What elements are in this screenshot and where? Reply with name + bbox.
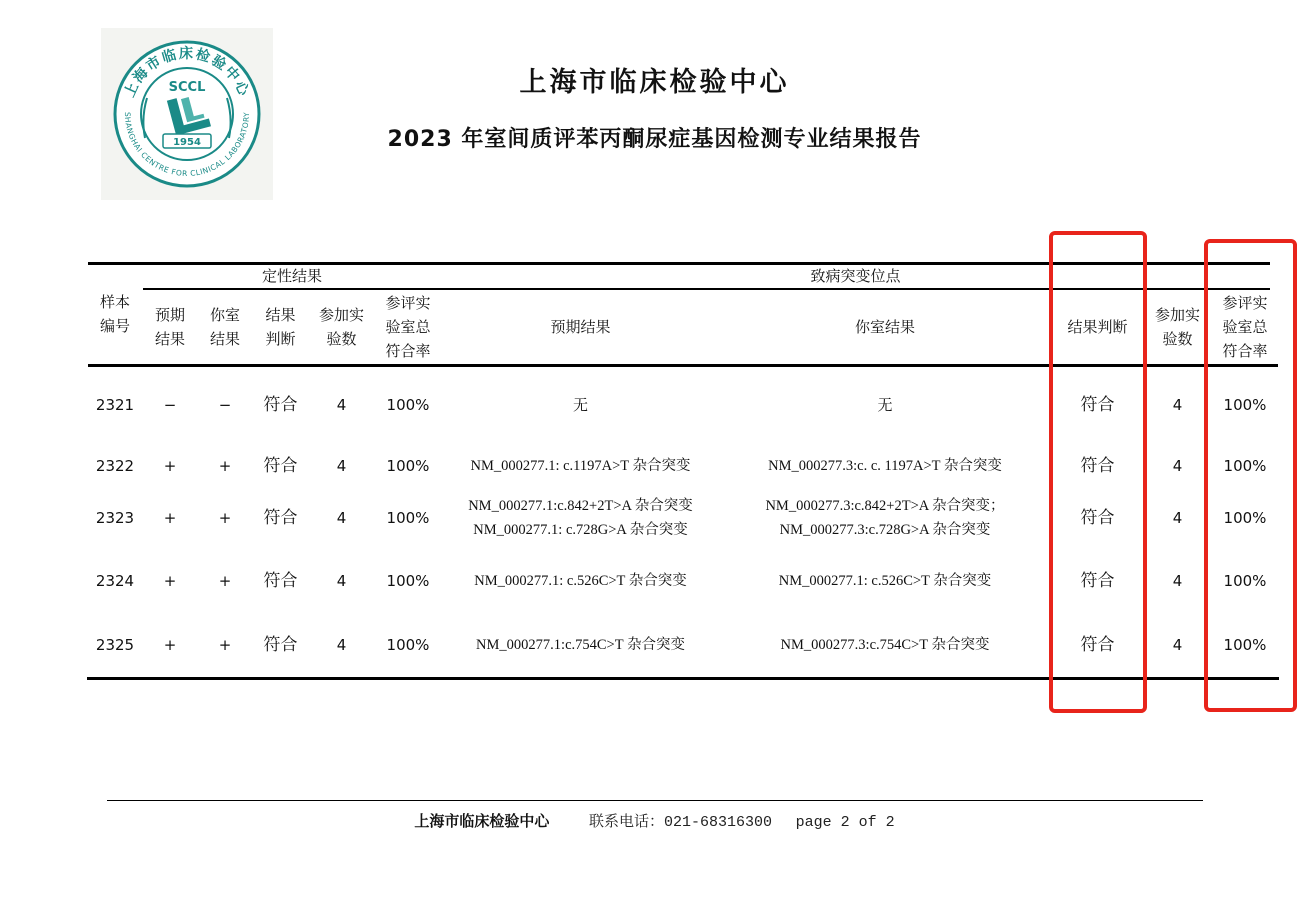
cell-qual-labs: 4 bbox=[336, 636, 347, 654]
cell-mut-rate: 100% bbox=[1223, 509, 1267, 527]
cell-sample-id: 2325 bbox=[95, 636, 135, 654]
cell-mut-expected: NM_000277.1: c.1197A>T 杂合突变 bbox=[470, 458, 691, 474]
col-header-sample-id: 样本 编号 bbox=[99, 293, 130, 335]
cell-mut-labs: 4 bbox=[1172, 572, 1183, 590]
cell-qual-rate: 100% bbox=[386, 572, 430, 590]
footer-page-number: page 2 of 2 bbox=[795, 814, 895, 831]
cell-sample-id: 2321 bbox=[95, 396, 135, 414]
col-header-qual-yours: 你室 结果 bbox=[209, 306, 240, 348]
cell-mut-yours: NM_000277.3:c.754C>T 杂合突变 bbox=[780, 637, 990, 653]
cell-qual-labs: 4 bbox=[336, 396, 347, 414]
footer-phone: 联系电话：021-68316300 bbox=[588, 814, 772, 831]
cell-sample-id: 2323 bbox=[95, 509, 135, 527]
report-title bbox=[0, 122, 1309, 153]
cell-mut-labs: 4 bbox=[1172, 396, 1183, 414]
cell-mut-expected: NM_000277.1:c.842+2T>A 杂合突变 NM_000277.1: c.728G>A 杂合突变 bbox=[468, 498, 693, 538]
col-header-qual-expected: 预期 结果 bbox=[154, 306, 185, 348]
highlight-box-rate bbox=[1204, 239, 1297, 712]
logo-inner-text: SCCL bbox=[168, 80, 206, 95]
cell-qual-rate: 100% bbox=[386, 457, 430, 475]
cell-qual-labs: 4 bbox=[336, 572, 347, 590]
cell-mut-judgement: 符合 bbox=[1080, 635, 1115, 655]
cell-sample-id: 2322 bbox=[95, 457, 135, 475]
col-header-mut-judgement: 结果判断 bbox=[1067, 318, 1128, 336]
col-header-qual-labs: 参加实 验数 bbox=[318, 306, 364, 348]
cell-mut-rate: 100% bbox=[1223, 457, 1267, 475]
cell-qual-expected: + bbox=[163, 457, 177, 475]
cell-qual-expected: − bbox=[163, 396, 177, 414]
cell-qual-yours: + bbox=[218, 509, 232, 527]
cell-qual-rate: 100% bbox=[386, 636, 430, 654]
sccl-logo-icon bbox=[101, 28, 273, 200]
footer-divider bbox=[107, 800, 1203, 801]
cell-mut-yours: NM_000277.1: c.526C>T 杂合突变 bbox=[778, 573, 992, 589]
cell-mut-yours: NM_000277.3:c. c. 1197A>T 杂合突变 bbox=[768, 458, 1002, 474]
cell-mut-rate: 100% bbox=[1223, 636, 1267, 654]
cell-qual-labs: 4 bbox=[336, 457, 347, 475]
cell-qual-judgement: 符合 bbox=[263, 508, 298, 528]
cell-qual-labs: 4 bbox=[336, 509, 347, 527]
cell-qual-yours: + bbox=[218, 636, 232, 654]
org-name: 上海市临床检验中心 bbox=[519, 67, 790, 98]
cell-mut-labs: 4 bbox=[1172, 636, 1183, 654]
cell-mut-judgement: 符合 bbox=[1080, 395, 1115, 415]
cell-mut-expected: NM_000277.1:c.754C>T 杂合突变 bbox=[476, 637, 685, 653]
cell-mut-expected: NM_000277.1: c.526C>T 杂合突变 bbox=[474, 573, 687, 589]
col-header-mut-labs: 参加实 验数 bbox=[1154, 306, 1200, 348]
cell-mut-yours: 无 bbox=[877, 396, 893, 414]
cell-qual-yours: + bbox=[218, 572, 232, 590]
col-header-qual-judgement: 结果 判断 bbox=[265, 306, 296, 348]
cell-qual-yours: + bbox=[218, 457, 232, 475]
group-header-qualitative: 定性结果 bbox=[261, 267, 322, 285]
cell-qual-expected: + bbox=[163, 636, 177, 654]
cell-qual-expected: + bbox=[163, 509, 177, 527]
highlight-box-judgement bbox=[1049, 231, 1147, 713]
col-header-mut-expected: 预期结果 bbox=[550, 318, 611, 336]
cell-mut-expected: 无 bbox=[572, 396, 588, 414]
sccl-logo bbox=[101, 28, 273, 200]
cell-qual-yours: − bbox=[218, 396, 232, 414]
cell-sample-id: 2324 bbox=[95, 572, 135, 590]
col-header-qual-rate: 参评实 验室总 符合率 bbox=[385, 294, 431, 360]
cell-qual-rate: 100% bbox=[386, 509, 430, 527]
cell-qual-judgement: 符合 bbox=[263, 635, 298, 655]
cell-mut-judgement: 符合 bbox=[1080, 508, 1115, 528]
logo-english-text: SHANGHAI CENTRE FOR CLINICAL LABORATORY bbox=[122, 111, 252, 179]
cell-qual-rate: 100% bbox=[386, 396, 430, 414]
logo-year: 1954 bbox=[173, 137, 201, 148]
report-title-text: 2023 年室间质评苯丙酮尿症基因检测专业结果报告 bbox=[387, 127, 922, 152]
cell-mut-judgement: 符合 bbox=[1080, 571, 1115, 591]
cell-qual-expected: + bbox=[163, 572, 177, 590]
cell-mut-labs: 4 bbox=[1172, 509, 1183, 527]
cell-qual-judgement: 符合 bbox=[263, 456, 298, 476]
footer-org: 上海市临床检验中心 bbox=[414, 812, 550, 830]
cell-mut-rate: 100% bbox=[1223, 396, 1267, 414]
cell-qual-judgement: 符合 bbox=[263, 571, 298, 591]
group-header-mutation: 致病突变位点 bbox=[810, 267, 901, 285]
logo-ring-text: 上海市临床检验中心 bbox=[121, 46, 253, 100]
col-header-mut-rate: 参评实 验室总 符合率 bbox=[1222, 294, 1268, 360]
col-header-mut-yours: 你室结果 bbox=[854, 318, 915, 336]
cell-mut-yours: NM_000277.3:c.842+2T>A 杂合突变； NM_000277.3:c.728G>A 杂合突变 bbox=[765, 498, 1005, 538]
cell-mut-labs: 4 bbox=[1172, 457, 1183, 475]
cell-qual-judgement: 符合 bbox=[263, 395, 298, 415]
org-title bbox=[0, 60, 1309, 99]
cell-mut-rate: 100% bbox=[1223, 572, 1267, 590]
cell-mut-judgement: 符合 bbox=[1080, 456, 1115, 476]
footer bbox=[0, 810, 1309, 831]
